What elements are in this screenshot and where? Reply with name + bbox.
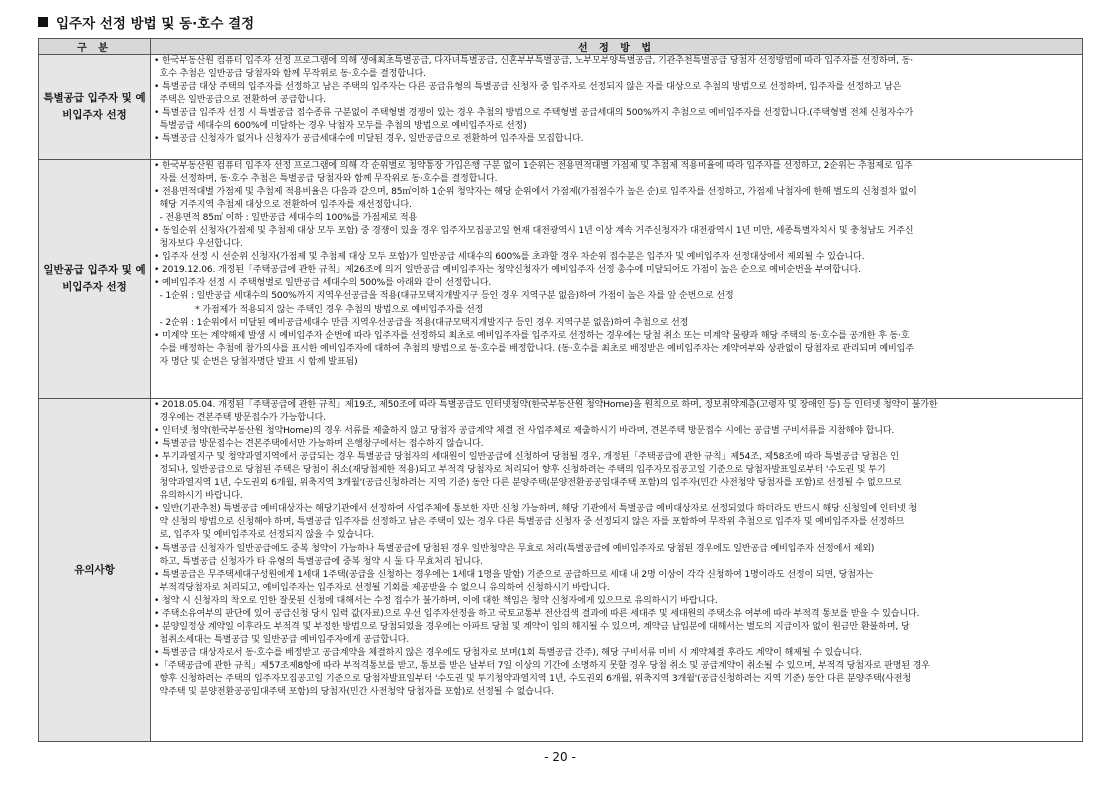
table-row-special-supply (39, 55, 1083, 160)
text-line: 로, 입주자 및 예비입주자로 선정되지 않을 수 있습니다. (154, 530, 375, 541)
square-bullet-icon (38, 17, 48, 27)
text-line: • 특별공급 입주자 선정 시 특별공급 접수종류 구분없이 주택형별 경쟁이 있는 경우 추첨의 방법으로 주택형별 공급세대의 500%까지 추첨으로 예비입주자를 선정합니다.(주택형별 전체 신청자수가 (154, 108, 914, 119)
text-line: • 2018.05.04. 개정된「주택공급에 관한 규칙」제19조, 제50조에 따라 특별공급도 인터넷청약(한국부동산원 청약Home)을 원칙으로 하며, 정보취약계층(고령자 및 장애인 등) 등 인터넷 청약이 불가한 (154, 400, 938, 410)
text-line: • 특별공급 신청자가 없거나 신청자가 공급세대수에 미달된 경우, 일반공급으로 전환하여 입주자를 모집합니다. (154, 134, 584, 145)
column-header-method: 선 정 방 법 (151, 39, 1083, 55)
column-header-category: 구 분 (39, 39, 151, 55)
table-header-row (39, 39, 1083, 55)
text-line: • 예비입주자 선정 시 주택형별로 일반공급 세대수의 500%를 아래와 같이 선정합니다. (154, 278, 492, 289)
text-line: 유의하시기 바랍니다. (154, 491, 243, 502)
text-line: 해당 거주지역 추첨제 대상으로 전환하여 입주자를 재선정합니다. (154, 200, 412, 211)
category-cell: 유의사항 (39, 399, 151, 742)
table-row-notes (39, 399, 1083, 742)
text-line: • 동일순위 신청자(가점제 및 추첨제 대상 모두 포함) 중 경쟁이 있을 경우 입주자모집공고일 현재 대전광역시 1년 이상 계속 거주신청자가 대전광역시 1년 미만, 세종특별자치시 및 충청남도 거주신 (154, 226, 914, 237)
text-line: 향후 신청하려는 주택의 입주자모집공고일 기준으로 당첨자발표일부터 '수도권 및 투기청약과열지역 1년, 수도권외 6개월, 위축지역 3개월'(공급신청하려는 지역 기준) 동안 다른 분양주택(사전청 (154, 673, 911, 684)
text-line: 첨취소세대는 특별공급 및 일반공급 예비입주자에게 공급합니다. (154, 634, 410, 645)
text-line: •「주택공급에 관한 규칙」제57조제8항에 따라 부적격통보를 받고, 통보를 받은 날부터 7일 이상의 기간에 소명하지 못할 경우 당첨 취소 및 공급계약이 취소될 수 있으며, 부적격 당첨자로 판명된 경우 (154, 660, 930, 671)
text-line: • 청약 시 신청자의 착오로 인한 잘못된 신청에 대해서는 수정 접수가 불가하며, 이에 대한 책임은 청약 신청자에게 있으므로 유의하시기 바랍니다. (154, 595, 718, 606)
text-line: • 2019.12.06. 개정된「주택공급에 관한 규칙」제26조에 의거 일반공급 예비입주자는 청약신청자가 예비입주자 선정 총수에 미달되어도 가점이 높은 순으로 예비순번을 부여합니다. (154, 265, 861, 276)
text-line: • 인터넷 청약(한국부동산원 청약Home)의 경우 서류를 제출하지 않고 당첨자 공급계약 체결 전 사업주체로 제출하시기 바라며, 견본주택 방문접수 시에는 공급별 구비서류를 지참해야 합니다. (154, 426, 895, 437)
text-line: 부적격당첨자로 처리되고, 예비입주자는 입주자로 선정될 기회를 제공받을 수 없으니 유의하여 신청하시기 바랍니다. (154, 582, 610, 593)
text-line: • 한국부동산원 컴퓨터 입주자 선정 프로그램에 의해 생애최초특별공급, 다자녀특별공급, 신혼부부특별공급, 노부모부양특별공급, 기관추천특별공급 당첨자 선정방법에 따라 입주자를 선정하며, 동· (154, 56, 914, 66)
method-lines (154, 160, 1078, 369)
text-line: 자를 선정하며, 동·호수 추첨은 특별공급 당첨자와 함께 무작위로 동·호수를 결정합니다. (154, 174, 498, 185)
text-line: 호수 추첨은 일반공급 당첨자와 함께 무작위로 동·호수를 결정합니다. (154, 69, 426, 80)
text-line: 청자보다 우선합니다. (154, 239, 243, 250)
text-line: • 특별공급 신청자가 일반공급에도 중복 청약이 가능하나 특별공급에 당첨된 경우 일반청약은 무효로 처리(특별공급에 예비입주자로 당첨된 경우에도 일반공급 예비입주자 선정에서 제외) (154, 543, 875, 554)
text-line: 하고, 특별공급 신청자가 타 유형의 특별공급에 중복 청약 시 둘 다 무효처리 됩니다. (154, 556, 483, 567)
text-line: • 입주자 선정 시 선순위 신청자(가점제 및 추첨제 대상 모두 포함)가 일반공급 세대수의 600%를 초과할 경우 차순위 접수분은 입주자 및 예비입주자 선정대상에서 제외될 수 있습니다. (154, 252, 865, 263)
text-line: • 전용면적대별 가점제 및 추첨제 적용비율은 다음과 같으며, 85㎡이하 1순위 청약자는 해당 순위에서 가점제(가점점수가 높은 순)로 입주자를 선정하고, 가점제 낙첨자에 한해 별도의 신청절차 없이 (154, 187, 917, 198)
method-cell (151, 160, 1083, 399)
category-cell: 특별공급 입주자 및 예비입주자 선정 (39, 55, 151, 160)
text-line: 주택은 일반공급으로 전환하여 공급합니다. (154, 95, 326, 106)
text-line: • 한국부동산원 컴퓨터 입주자 선정 프로그램에 의해 각 순위별로 청약통장 가입은행 구분 없이 1순위는 전용면적대별 가점제 및 추첨제 적용비율에 따라 입주자를 선정하고, 2순위는 추첨제로 입주 (154, 161, 913, 171)
method-lines (154, 399, 1078, 699)
text-line: • 미계약 또는 계약해제 발생 시 예비입주자 순번에 따라 입주자를 선정하되 최초로 예비입주자를 입주자로 선정하는 경우에는 당첨 취소 또는 미계약 물량과 해당 주택의 동·호수를 공개한 후 동·호 (154, 330, 910, 341)
text-line: • 일반(기관추천) 특별공급 예비대상자는 해당기관에서 선정하여 사업주체에 통보한 자만 신청 가능하며, 해당 기관에서 특별공급 예비대상자로 선정되었다 하더라도 반드시 해당 신청일에 인터넷 청 (154, 504, 918, 515)
text-line: 청약과열지역 1년, 수도권외 6개월, 위축지역 3개월'(공급신청하려는 지역 기준) 동안 다른 분양주택(분양전환공공임대주택 포함)의 입주자(민간 사전청약 당첨자를 포함)로 선정될 수 없으므로 (154, 478, 902, 489)
category-cell: 일반공급 입주자 및 예비입주자 선정 (39, 160, 151, 399)
method-lines (154, 55, 1078, 146)
text-line: 경우에는 견본주택 방문접수가 가능합니다. (154, 413, 326, 424)
text-line: • 특별공급 방문접수는 견본주택에서만 가능하며 은행창구에서는 접수하지 않습니다. (154, 439, 484, 450)
text-line: 약주택 및 분양전환공공임대주택 포함)의 당첨자(민간 사전청약 당첨자를 포함)로 선정될 수 없습니다. (154, 687, 554, 698)
text-line: • 특별공급 대상자로서 동·호수를 배정받고 공급계약을 체결하지 않은 경우에도 당첨자로 보며(1회 특별공급 간주), 해당 구비서류 미비 시 계약체결 후라도 계약이 해제될 수 있습니다. (154, 647, 862, 658)
method-cell (151, 399, 1083, 742)
text-line: 수를 배정하는 추첨에 참가의사를 표시한 예비입주자에 대하여 추첨의 방법으로 동·호수를 배정합니다. (동·호수를 최초로 배정받은 예비입주자는 계약여부와 상관없이 당첨자로 관리되며 예비입주 (154, 343, 914, 354)
method-cell (151, 55, 1083, 160)
text-line: • 분양일정상 계약일 이후라도 부적격 및 부정한 방법으로 당첨되었을 경우에는 아파트 당첨 및 계약이 임의 해지될 수 있으며, 계약금 납입분에 대해서는 별도의 지급이자 없이 원금만 환불하며, 당 (154, 621, 910, 632)
text-line: 자 명단 및 순번은 당첨자명단 발표 시 함께 발표됨) (154, 356, 358, 367)
text-line: 약 신청의 방법으로 신청해야 하며, 특별공급 입주자를 선정하고 남은 주택이 있는 경우 다른 특별공급 신청자 중 선정되지 않은 자를 포함하여 무작위 추첨으로 입주자 및 예비입주자를 선정하므 (154, 517, 905, 528)
text-line: - 전용면적 85㎡ 이하 : 일반공급 세대수의 100%를 가점제로 적용 (154, 213, 418, 224)
text-line: • 주택소유여부의 판단에 있어 공급신청 당시 입력 값(자료)으로 우선 입주자선정을 하고 국토교통부 전산검색 결과에 따른 세대주 및 세대원의 주택소유 여부에 따라 부적격 통보를 받을 수 있습니다. (154, 608, 920, 619)
text-line: 특별공급 세대수의 600%에 미달하는 경우 낙첨자 모두를 추첨의 방법으로 예비입주자로 선정) (154, 121, 527, 132)
text-line: - 2순위 : 1순위에서 미달된 예비공급세대수 만큼 지역우선공급을 적용(대규모택지개발지구 등인 경우 지역구분 없음)하여 추첨으로 선정 (154, 317, 689, 328)
section-heading (38, 11, 254, 33)
text-line: • 투기과열지구 및 청약과열지역에서 공급되는 경우 특별공급 당첨자의 세대원이 일반공급에 신청하여 당첨될 경우, 개정된「주택공급에 관한 규칙」제54조, 제58조에 따라 특별공급 당첨은 인 (154, 452, 899, 463)
table-row-general-supply (39, 160, 1083, 399)
section-heading-text: 입주자 선정 방법 및 동·호수 결정 (56, 16, 255, 32)
text-line: * 가점제가 적용되지 않는 주택인 경우 추첨의 방법으로 예비입주자를 선정 (154, 304, 484, 315)
text-line: • 특별공급 대상 주택의 입주자를 선정하고 남은 주택의 입주자는 다른 공급유형의 특별공급 신청자 중 입주자로 선정되지 않은 자를 대상으로 추첨의 방법으로 선정하며, 입주자를 선정하고 남은 (154, 82, 902, 93)
page-number: - 20 - (544, 750, 576, 764)
text-line: 정되나, 일반공급으로 당첨된 주택은 당첨이 취소(재당첨제한 적용)되고 부적격 당첨자로 처리되어 향후 신청하려는 주택의 입주자모집공고일 기준으로 당첨자발표일로부터 '수도권 및 투기 (154, 465, 886, 476)
selection-method-table (38, 38, 1083, 742)
text-line: - 1순위 : 일반공급 세대수의 500%까지 지역우선공급을 적용(대규모택지개발지구 등인 경우 지역구분 없음)하여 가점이 높은 자를 앞 순번으로 선정 (154, 291, 734, 302)
text-line: • 특별공급은 무주택세대구성원에게 1세대 1주택(공급을 신청하는 경우에는 1세대 1명을 말함) 기준으로 공급하므로 세대 내 2명 이상이 각각 신청하여 1명이라도 선정이 되면, 당첨자는 (154, 569, 874, 580)
